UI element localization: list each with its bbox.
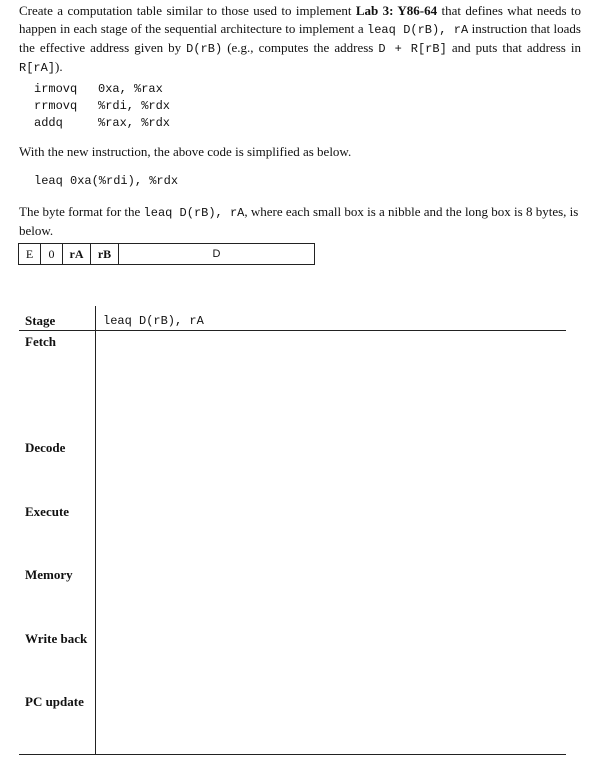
code-opcode: rrmovq — [34, 99, 78, 113]
code-args: 0xa, %rax — [98, 82, 163, 96]
stage-decode: Decode — [25, 440, 66, 455]
byte-format-text-2: , where each small box is a nibble and the long box is 8 bytes, is below. — [19, 204, 579, 238]
stage-write-back: Write back — [25, 631, 88, 646]
intro-text-6: ). — [55, 59, 63, 74]
byte-format-diagram — [18, 243, 315, 265]
instruction-column-header: leaq D(rB), rA — [103, 314, 204, 328]
intro-text-3: instruction that loads the effective address given by — [19, 21, 581, 55]
nibble-rb: rB — [91, 244, 119, 264]
intro-text-4: (e.g., computes the address — [222, 40, 379, 55]
simplified-paragraph: With the new instruction, the above code is simplified as below. — [19, 144, 352, 159]
intro-text-5: and puts that address in — [446, 40, 581, 55]
stage-fetch: Fetch — [25, 334, 57, 349]
intro-text-1: Create a computation table similar to those used to implement — [19, 3, 356, 18]
stage-pc-update: PC update — [25, 694, 84, 709]
table-bottom-rule — [19, 754, 566, 755]
original-code-block — [34, 81, 170, 132]
stage-execute: Execute — [25, 504, 70, 519]
stage-memory: Memory — [25, 567, 73, 582]
table-vertical-divider — [95, 306, 96, 754]
nibble-ifun: 0 — [41, 244, 63, 264]
intro-text-2: that defines what needs to happen in each stage of the sequential architecture to implement a — [19, 3, 581, 36]
byte-format-text-1: The byte format for the — [19, 204, 144, 219]
simplified-code: leaq 0xa(%rdi), %rdx — [34, 174, 179, 188]
stage-column-header: Stage — [25, 313, 56, 328]
code-args: %rdi, %rdx — [98, 99, 171, 113]
leaq-instruction: leaq D(rB), rA — [143, 206, 245, 220]
leaq-instruction: leaq D(rB), rA — [367, 23, 469, 37]
code-opcode: irmovq — [34, 82, 78, 96]
code-line — [34, 115, 170, 132]
code-line — [34, 81, 170, 98]
destination-register: R[rA] — [19, 61, 56, 75]
address-expression: D + R[rB] — [378, 42, 447, 56]
lab-name: Lab 3: Y86-64 — [355, 3, 438, 18]
byte-format-paragraph — [19, 203, 581, 240]
code-opcode: addq — [34, 116, 63, 130]
nibble-ra: rA — [63, 244, 91, 264]
nibble-icode: E — [19, 244, 41, 264]
code-line — [34, 98, 170, 115]
code-args: %rax, %rdx — [98, 116, 171, 130]
effective-address: D(rB) — [186, 42, 223, 56]
displacement-box: D — [212, 248, 221, 260]
intro-paragraph — [19, 2, 581, 77]
table-header-rule — [19, 330, 566, 331]
